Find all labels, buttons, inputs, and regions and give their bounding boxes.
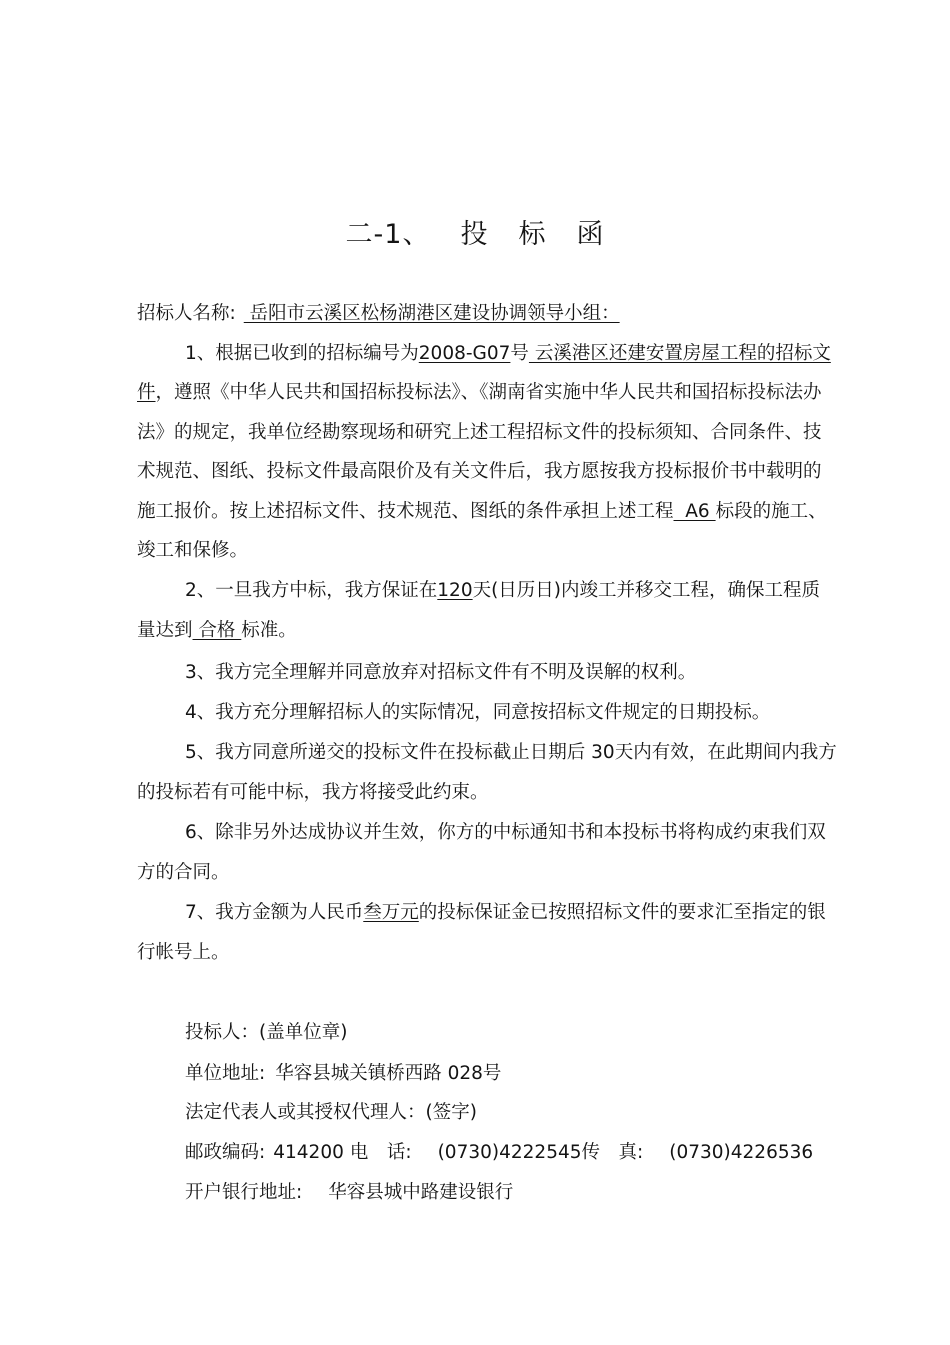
bank-label: 开户银行地址: (185, 1182, 303, 1203)
fax-label: 传 真: (581, 1142, 644, 1163)
p6-line-1: 6、除非另外达成协议并生效，你方的中标通知书和本投标书将构成约束我们双 (185, 822, 826, 843)
recipient-label: 招标人名称: (137, 303, 236, 324)
phone-label: 电 话: (349, 1142, 412, 1163)
tender-code: 2008-G07 (418, 343, 511, 364)
p2-text: 标准。 (241, 620, 297, 641)
p1-text: 施工报价。按上述招标文件、技术规范、图纸的条件承担上述工程 (137, 501, 674, 522)
p6-line-2: 方的合同。 (137, 862, 230, 883)
p1-line-6: 竣工和保修。 (137, 540, 249, 561)
quality-standard: 合格 (192, 620, 242, 641)
p1-line-4: 术规范、图纸、投标文件最高限价及有关文件后，我方愿按我方投标报价书中载明的 (137, 461, 822, 482)
bond-amount: 叁万元 (363, 902, 419, 923)
p2-text: 量达到 (137, 620, 193, 641)
title-char: 投 (460, 219, 489, 250)
p2-text: 2、一旦我方中标，我方保证在 (185, 580, 438, 601)
fax-value: (0730)4226536 (669, 1142, 814, 1163)
phone-value: (0730)4222545 (437, 1142, 582, 1163)
p1-line-5 (137, 499, 857, 525)
p7-line-1 (185, 900, 905, 926)
project-name: 云溪港区还建安置房屋工程的招标文 (528, 343, 831, 364)
page-title (0, 212, 950, 251)
p1-text: 号 (510, 343, 529, 364)
p1-text: ，遵照《中华人民共和国招标投标法》、《湖南省实施中华人民共和国招标投标法办 (155, 382, 822, 403)
p2-text: 天(日历日)内竣工并移交工程，确保工程质 (472, 580, 821, 601)
p4-line: 4、我方充分理解招标人的实际情况，同意按招标文件规定的日期投标。 (185, 702, 771, 723)
postcode-value: 414200 (273, 1142, 344, 1163)
p1-line-1 (185, 341, 905, 367)
title-prefix: 二-1、 (345, 219, 431, 250)
recipient-line (137, 301, 857, 327)
p1-text: 1、根据已收到的招标编号为 (185, 343, 419, 364)
p5-line-1: 5、我方同意所递交的投标文件在投标截止日期后 30天内有效，在此期间内我方 (185, 742, 837, 763)
p1-text: 标段的施工、 (715, 501, 827, 522)
representative-line: 法定代表人或其授权代理人：(签字) (185, 1102, 477, 1123)
bank-line (185, 1180, 905, 1206)
contact-line (185, 1140, 905, 1166)
p3-line: 3、我方完全理解并同意放弃对招标文件有不明及误解的权利。 (185, 662, 697, 683)
p7-text: 的投标保证金已按照招标文件的要求汇至指定的银 (418, 902, 826, 923)
address-line (185, 1061, 905, 1087)
section-number: A6 (673, 501, 716, 522)
bank-value: 华容县城中路建设银行 (328, 1182, 514, 1203)
p1-line-2 (137, 380, 857, 406)
address-label: 单位地址: (185, 1063, 266, 1084)
p1-line-3: 法》的规定，我单位经勘察现场和研究上述工程招标文件的投标须知、合同条件、技 (137, 422, 822, 443)
p7-text: 7、我方金额为人民币 (185, 902, 364, 923)
p7-line-2: 行帐号上。 (137, 942, 230, 963)
p5-line-2: 的投标若有可能中标，我方将接受此约束。 (137, 782, 489, 803)
project-name-end: 件 (137, 382, 156, 403)
recipient-value: 岳阳市云溪区松杨湖港区建设协调领导小组： (243, 303, 620, 324)
title-char: 标 (518, 219, 547, 250)
title-char: 函 (576, 219, 605, 250)
duration-days: 120 (437, 580, 473, 601)
p2-line-2 (137, 618, 857, 644)
address-value: 华容县城关镇桥西路 028号 (275, 1063, 502, 1084)
postcode-label: 邮政编码: (185, 1142, 266, 1163)
p2-line-1 (185, 578, 905, 604)
bidder-line: 投标人：(盖单位章) (185, 1022, 348, 1043)
